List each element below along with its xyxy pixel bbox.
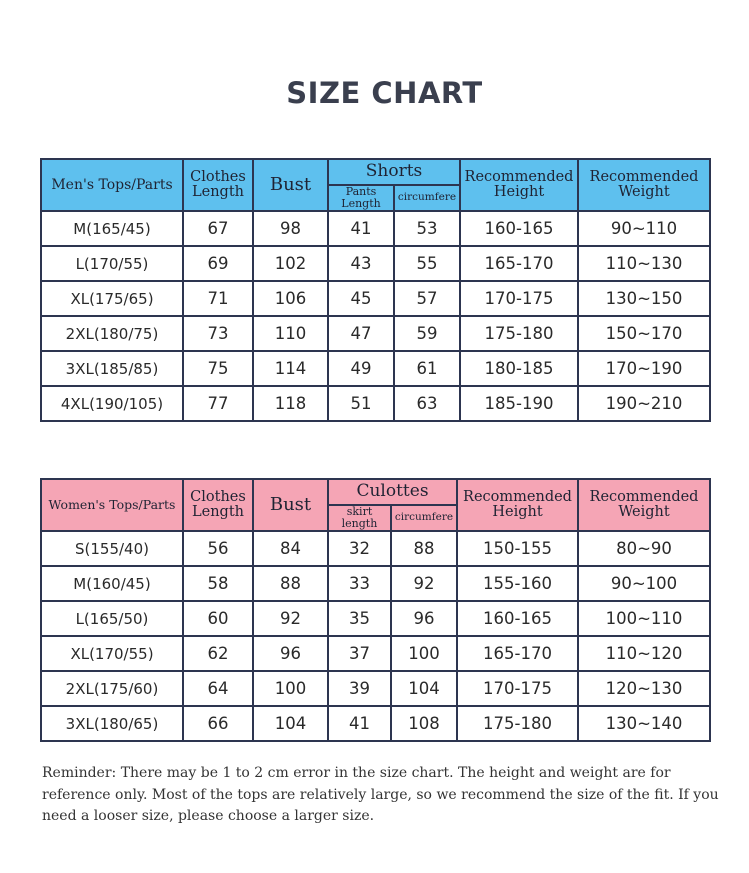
women-clothes-length-line1: Clothes bbox=[190, 488, 246, 505]
women-clothes-length-line2: Length bbox=[192, 504, 244, 520]
men-circumference-cell: 55 bbox=[394, 246, 460, 281]
men-table-row bbox=[41, 386, 710, 421]
women-table-row bbox=[41, 706, 710, 741]
men-recommended-height-cell: 160-165 bbox=[460, 211, 578, 246]
men-clothes-length-cell: 75 bbox=[183, 351, 253, 386]
men-size-table bbox=[40, 158, 711, 422]
men-clothes-length-cell: 69 bbox=[183, 246, 253, 281]
men-circumference-cell: 59 bbox=[394, 316, 460, 351]
women-size-cell: 2XL(175/60) bbox=[41, 671, 183, 706]
men-bust-header: Bust bbox=[253, 159, 328, 211]
women-recommended-weight-cell: 120~130 bbox=[578, 671, 710, 706]
women-circumference-cell: 108 bbox=[391, 706, 457, 741]
men-sub-length-cell: 51 bbox=[328, 386, 394, 421]
men-rec-height-header bbox=[460, 159, 578, 211]
men-table-row bbox=[41, 246, 710, 281]
women-circumference-cell: 92 bbox=[391, 566, 457, 601]
women-recommended-height-cell: 170-175 bbox=[457, 671, 578, 706]
women-size-cell: XL(170/55) bbox=[41, 636, 183, 671]
men-circumference-header: circumfere bbox=[394, 185, 460, 211]
men-sub-length-cell: 45 bbox=[328, 281, 394, 316]
women-clothes-length-cell: 58 bbox=[183, 566, 253, 601]
women-bust-cell: 92 bbox=[253, 601, 328, 636]
women-clothes-length-cell: 66 bbox=[183, 706, 253, 741]
women-skirt-length-line1: skirt bbox=[346, 505, 373, 519]
women-clothes-length-cell: 56 bbox=[183, 531, 253, 566]
men-bust-cell: 118 bbox=[253, 386, 328, 421]
men-clothes-length-cell: 77 bbox=[183, 386, 253, 421]
women-clothes-length-header bbox=[183, 479, 253, 531]
women-circumference-cell: 100 bbox=[391, 636, 457, 671]
women-rec-weight-header bbox=[578, 479, 710, 531]
men-rec-weight-line1: Recommended bbox=[589, 168, 699, 185]
women-recommended-height-cell: 155-160 bbox=[457, 566, 578, 601]
men-size-cell: 3XL(185/85) bbox=[41, 351, 183, 386]
women-clothes-length-cell: 64 bbox=[183, 671, 253, 706]
men-shorts-header: Shorts bbox=[328, 159, 460, 185]
women-table-row bbox=[41, 531, 710, 566]
men-pants-length-line1: Pants bbox=[345, 185, 377, 199]
women-bust-cell: 88 bbox=[253, 566, 328, 601]
men-rec-height-line1: Recommended bbox=[464, 168, 574, 185]
men-circumference-cell: 61 bbox=[394, 351, 460, 386]
women-recommended-height-cell: 175-180 bbox=[457, 706, 578, 741]
women-skirt-length-line2: length bbox=[341, 517, 378, 530]
women-tops-parts-header: Women's Tops/Parts bbox=[41, 479, 183, 531]
men-recommended-weight-cell: 130~150 bbox=[578, 281, 710, 316]
men-bust-cell: 106 bbox=[253, 281, 328, 316]
men-bust-cell: 110 bbox=[253, 316, 328, 351]
women-recommended-weight-cell: 100~110 bbox=[578, 601, 710, 636]
women-clothes-length-cell: 60 bbox=[183, 601, 253, 636]
men-pants-length-line2: Length bbox=[341, 197, 381, 210]
women-sub-length-cell: 33 bbox=[328, 566, 391, 601]
women-size-cell: 3XL(180/65) bbox=[41, 706, 183, 741]
women-sub-length-cell: 39 bbox=[328, 671, 391, 706]
women-table-row bbox=[41, 671, 710, 706]
women-circumference-cell: 96 bbox=[391, 601, 457, 636]
women-rec-weight-line2: Weight bbox=[618, 504, 670, 520]
men-table-row bbox=[41, 211, 710, 246]
men-table-row bbox=[41, 316, 710, 351]
men-recommended-height-cell: 165-170 bbox=[460, 246, 578, 281]
women-circumference-header: circumfere bbox=[391, 505, 457, 531]
men-circumference-cell: 57 bbox=[394, 281, 460, 316]
men-bust-cell: 114 bbox=[253, 351, 328, 386]
men-recommended-height-cell: 175-180 bbox=[460, 316, 578, 351]
men-sub-length-cell: 47 bbox=[328, 316, 394, 351]
women-header-row bbox=[41, 479, 710, 505]
women-bust-cell: 96 bbox=[253, 636, 328, 671]
women-rec-height-line2: Height bbox=[492, 504, 543, 520]
reminder-note: Reminder: There may be 1 to 2 cm error in the size chart. The height and weight are for reference only. Most of the tops are relatively large, so we recommend the size of the fit. If you need a looser size, please choose a larger size. bbox=[42, 765, 719, 824]
men-rec-height-line2: Height bbox=[493, 184, 545, 200]
men-sub-length-cell: 49 bbox=[328, 351, 394, 386]
men-clothes-length-line2: Length bbox=[192, 184, 244, 200]
men-clothes-length-cell: 71 bbox=[183, 281, 253, 316]
women-sub-length-cell: 35 bbox=[328, 601, 391, 636]
men-circumference-cell: 63 bbox=[394, 386, 460, 421]
women-size-cell: L(165/50) bbox=[41, 601, 183, 636]
page-title: SIZE CHART bbox=[286, 76, 483, 110]
women-bust-cell: 84 bbox=[253, 531, 328, 566]
men-recommended-weight-cell: 90~110 bbox=[578, 211, 710, 246]
men-circumference-cell: 53 bbox=[394, 211, 460, 246]
women-circumference-cell: 88 bbox=[391, 531, 457, 566]
men-recommended-weight-cell: 170~190 bbox=[578, 351, 710, 386]
men-clothes-length-line1: Clothes bbox=[190, 168, 246, 185]
men-recommended-height-cell: 180-185 bbox=[460, 351, 578, 386]
men-sub-length-cell: 41 bbox=[328, 211, 394, 246]
women-sub-length-cell: 41 bbox=[328, 706, 391, 741]
women-recommended-height-cell: 165-170 bbox=[457, 636, 578, 671]
women-bust-cell: 100 bbox=[253, 671, 328, 706]
men-bust-cell: 98 bbox=[253, 211, 328, 246]
women-sub-length-cell: 32 bbox=[328, 531, 391, 566]
women-recommended-height-cell: 150-155 bbox=[457, 531, 578, 566]
women-rec-height-header bbox=[457, 479, 578, 531]
men-recommended-weight-cell: 150~170 bbox=[578, 316, 710, 351]
men-tops-parts-header: Men's Tops/Parts bbox=[41, 159, 183, 211]
women-recommended-height-cell: 160-165 bbox=[457, 601, 578, 636]
men-clothes-length-header bbox=[183, 159, 253, 211]
men-size-cell: L(170/55) bbox=[41, 246, 183, 281]
women-rec-weight-line1: Recommended bbox=[589, 488, 699, 505]
women-table-row bbox=[41, 566, 710, 601]
men-size-cell: 4XL(190/105) bbox=[41, 386, 183, 421]
men-recommended-weight-cell: 190~210 bbox=[578, 386, 710, 421]
women-bust-cell: 104 bbox=[253, 706, 328, 741]
men-bust-cell: 102 bbox=[253, 246, 328, 281]
women-clothes-length-cell: 62 bbox=[183, 636, 253, 671]
men-rec-weight-line2: Weight bbox=[618, 184, 670, 200]
women-size-cell: S(155/40) bbox=[41, 531, 183, 566]
women-recommended-weight-cell: 110~120 bbox=[578, 636, 710, 671]
women-recommended-weight-cell: 130~140 bbox=[578, 706, 710, 741]
men-rec-weight-header bbox=[578, 159, 710, 211]
men-table-row bbox=[41, 281, 710, 316]
men-size-cell: XL(175/65) bbox=[41, 281, 183, 316]
women-size-cell: M(160/45) bbox=[41, 566, 183, 601]
women-recommended-weight-cell: 90~100 bbox=[578, 566, 710, 601]
men-sub-length-cell: 43 bbox=[328, 246, 394, 281]
men-recommended-height-cell: 185-190 bbox=[460, 386, 578, 421]
women-circumference-cell: 104 bbox=[391, 671, 457, 706]
men-size-cell: M(165/45) bbox=[41, 211, 183, 246]
men-recommended-height-cell: 170-175 bbox=[460, 281, 578, 316]
men-table-row bbox=[41, 351, 710, 386]
women-recommended-weight-cell: 80~90 bbox=[578, 531, 710, 566]
men-header-row bbox=[41, 159, 710, 185]
women-size-table bbox=[40, 478, 711, 742]
women-table-row bbox=[41, 636, 710, 671]
men-clothes-length-cell: 73 bbox=[183, 316, 253, 351]
women-sub-length-cell: 37 bbox=[328, 636, 391, 671]
men-recommended-weight-cell: 110~130 bbox=[578, 246, 710, 281]
men-clothes-length-cell: 67 bbox=[183, 211, 253, 246]
women-bust-header: Bust bbox=[253, 479, 328, 531]
women-skirt-length-header bbox=[328, 505, 391, 531]
women-culottes-header: Culottes bbox=[328, 479, 457, 505]
men-pants-length-header bbox=[328, 185, 394, 211]
women-table-row bbox=[41, 601, 710, 636]
men-size-cell: 2XL(180/75) bbox=[41, 316, 183, 351]
women-rec-height-line1: Recommended bbox=[463, 488, 572, 505]
